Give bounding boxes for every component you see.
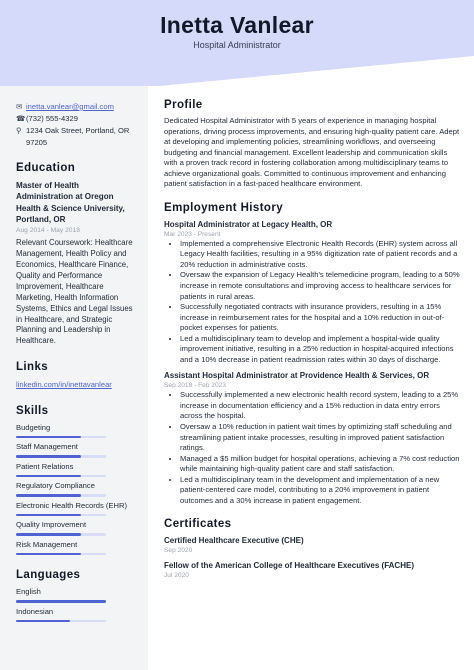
skills-heading: Skills (16, 404, 49, 417)
skill-level-fill (16, 514, 81, 517)
job-bullet: • Oversaw a 10% reduction in patient wait times by optimizing staff scheduling and streamlining patient intake processes, resulting in improved patient satisfaction ratings. (180, 422, 460, 454)
profile-section (164, 99, 460, 190)
skill-level-fill (16, 475, 81, 478)
language-level-bar (16, 620, 106, 623)
location-pin-icon: ⚲ (16, 126, 22, 135)
skill-level-fill (16, 494, 81, 497)
job-bullet: • Successfully implemented a new electronic health record system, leading to a 25% increase in documentation efficiency and a 15% reduction in data entry errors across the hospital. (180, 390, 460, 422)
language-item (16, 587, 136, 603)
languages-heading: Languages (16, 569, 81, 582)
skill-level-fill (16, 533, 81, 536)
job-entry (164, 219, 460, 366)
skill-item (16, 540, 136, 556)
education-dates: Aug 2014 - May 2018 (16, 227, 80, 235)
certificate-date: Jul 2020 (164, 572, 189, 580)
job-entry (164, 370, 460, 506)
contact-block (16, 101, 136, 148)
language-item (16, 607, 136, 623)
profile-text: Dedicated Hospital Administrator with 5 years of experience in managing hospital operations, driving process improvements, and ensuring high-quality patient care. Adept at developing and implementing policies, streamlining workflows, and overseeing budgeting and financial management. Excellent leadership and communication skills with a proven track record in fostering collaboration among multidisciplinary teams to achieve organizational goals. Committed to continuous improvement and enhancing patient satisfaction in a fast-paced healthcare environment. (164, 116, 460, 189)
certificates-list (164, 535, 460, 580)
skill-item (16, 501, 136, 517)
email-link[interactable]: inetta.vanlear@gmail.com (26, 102, 114, 111)
profile-heading: Profile (164, 99, 203, 111)
education-coursework: Relevant Coursework: Healthcare Management, Health Policy and Economics, Healthcare Finance, Quality and Performance Improvement, Healthcare Marketing, Health Information Systems, Ethics and Legal Issues in Healthcare, and Strategic Planning and Leadership in Healthcare. (16, 238, 133, 346)
job-bullet-list (164, 239, 460, 366)
skill-name: Risk Management (16, 539, 78, 549)
education-heading: Education (16, 162, 76, 174)
education-degree: Master of Health Administration at Oregon Health & Science University, Portland, OR (16, 181, 125, 224)
language-name: Indonesian (16, 606, 54, 616)
candidate-name: Inetta Vanlear (160, 12, 314, 38)
job-title: Hospital Administrator at Legacy Health, OR (164, 219, 333, 229)
skill-level-bar (16, 455, 106, 458)
contact-phone-row (16, 113, 136, 125)
skill-name: Patient Relations (16, 461, 74, 471)
skill-level-bar (16, 514, 106, 517)
skill-level-bar (16, 533, 106, 536)
skill-level-bar (16, 494, 106, 497)
contact-email-row (16, 101, 136, 113)
links-list (16, 379, 136, 391)
job-dates: Sep 2018 - Feb 2023 (164, 382, 226, 390)
skill-name: Quality Improvement (16, 520, 87, 530)
header-band (0, 0, 474, 86)
skill-level-fill (16, 455, 81, 458)
skill-level-fill (16, 436, 81, 439)
skill-item (16, 423, 136, 439)
links-heading: Links (16, 361, 49, 374)
job-bullet: • Implemented a comprehensive Electronic Health Records (EHR) system across all Legacy Health facilities, resulting in a 95% digitization rate of patient records and a 20% reduction in administrative costs. (180, 239, 460, 271)
skills-list (16, 423, 136, 556)
certificate-title: Certified Healthcare Executive (CHE) (164, 536, 304, 546)
skill-level-bar (16, 475, 106, 478)
phone-text: (732) 555-4329 (26, 114, 78, 123)
skill-item (16, 442, 136, 458)
job-title-header: Hospital Administrator (193, 40, 281, 50)
employment-heading: Employment History (164, 201, 284, 214)
language-level-fill (16, 620, 70, 623)
certificates-section (164, 518, 460, 580)
language-level-fill (16, 600, 106, 603)
skill-name: Electronic Health Records (EHR) (16, 500, 127, 510)
certificate-date: Sep 2020 (164, 547, 193, 555)
skill-name: Regulatory Compliance (16, 481, 95, 491)
language-name: English (16, 587, 41, 597)
job-bullet: • Led a multidisciplinary team in the development and implementation of a new patient-centered care model, contributing to a 20% improvement in patient outcomes and a 30% increase in patient engagement. (180, 475, 460, 507)
skill-name: Budgeting (16, 422, 51, 432)
job-title: Assistant Hospital Administrator at Providence Health & Services, OR (164, 371, 430, 381)
job-dates: Mar 2023 - Present (164, 230, 221, 238)
skill-item (16, 520, 136, 536)
address-text: 1234 Oak Street, Portland, OR 97205 (26, 126, 130, 147)
main-content (164, 99, 460, 585)
languages-list (16, 587, 136, 622)
skill-item (16, 462, 136, 478)
employment-section (164, 202, 460, 507)
job-bullet: • Successfully negotiated contracts with insurance providers, resulting in a 15% increase in reimbursement rates for the hospital and a 10% reduction in out-of-pocket expenses for patients. (180, 302, 460, 334)
skill-name: Staff Management (16, 442, 78, 452)
email-icon: ✉ (16, 102, 23, 111)
skill-level-bar (16, 436, 106, 439)
phone-icon: ☎ (16, 114, 26, 123)
job-bullet: • Led a multidisciplinary team to develop and implement a hospital-wide quality improvement initiative, resulting in a 25% reduction in hospital-acquired infections and a 10% decrease in patient readmission rates within 30 days of discharge. (180, 334, 460, 366)
linkedin-link[interactable]: linkedin.com/in/inettavanlear (16, 380, 112, 390)
certificate-title: Fellow of the American College of Healthcare Executives (FACHE) (164, 561, 414, 571)
skill-item (16, 481, 136, 497)
contact-address-row (16, 125, 136, 148)
skill-level-fill (16, 553, 81, 556)
job-bullet-list (164, 390, 460, 506)
certificates-heading: Certificates (164, 518, 232, 531)
sidebar (0, 86, 148, 670)
job-bullet: • Oversaw the expansion of Legacy Health's telemedicine program, leading to a 50% increase in remote consultations and improving access to healthcare services for patients in rural areas. (180, 270, 460, 302)
skill-level-bar (16, 553, 106, 556)
job-bullet: • Managed a $5 million budget for hospital operations, achieving a 7% cost reduction while maintaining high-quality patient care and staff satisfaction. (180, 454, 460, 475)
jobs-list (164, 219, 460, 507)
language-level-bar (16, 600, 106, 603)
